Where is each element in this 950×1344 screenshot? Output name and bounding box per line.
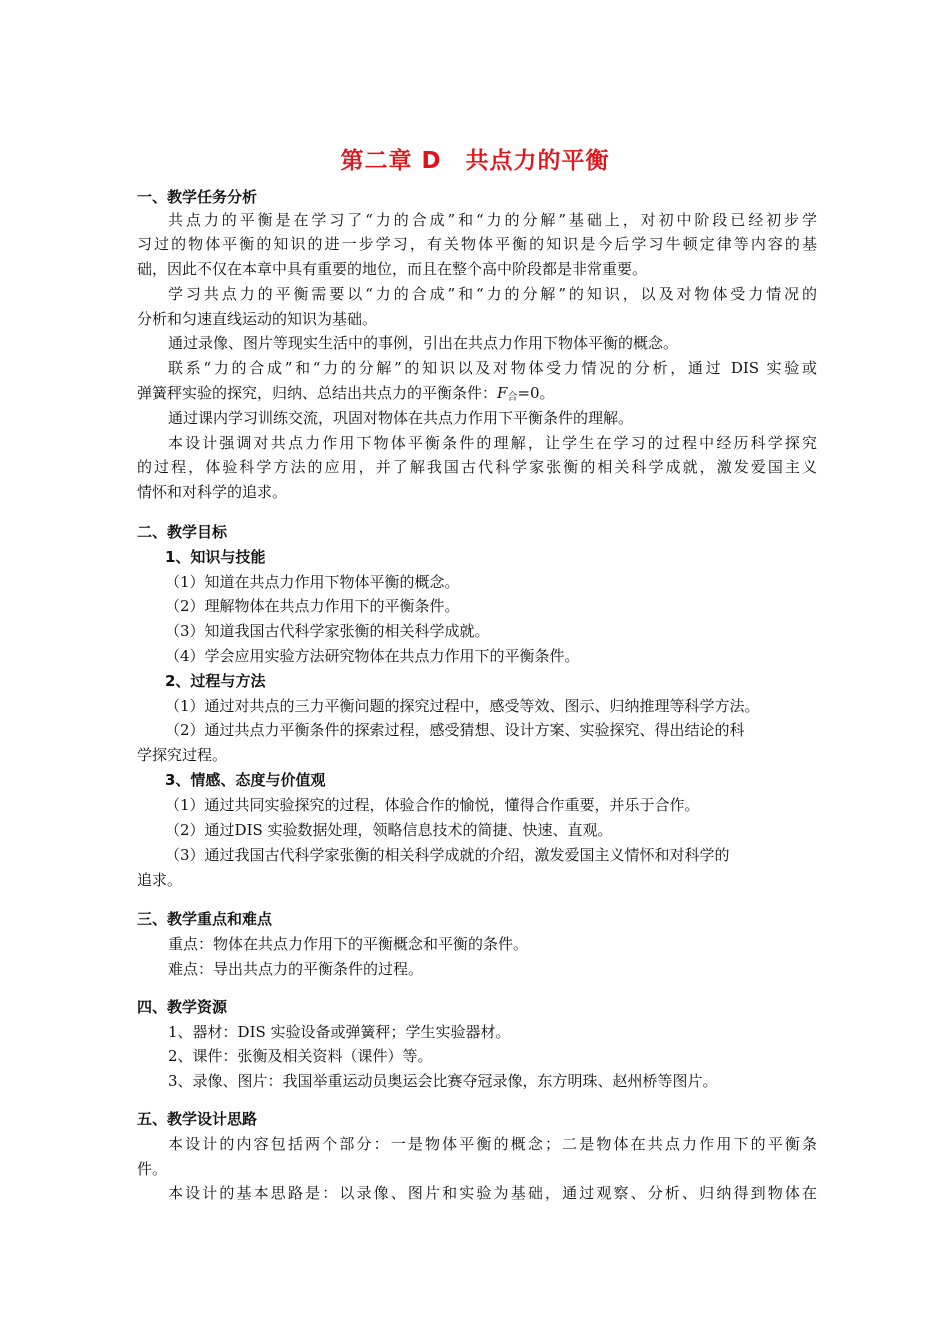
section-heading-1: 一、教学任务分析: [137, 188, 258, 206]
list-item: （1）通过共同实验探究的过程，体验合作的愉悦，懂得合作重要，并乐于合作。: [165, 796, 700, 814]
list-item: 难点：导出共点力的平衡条件的过程。: [168, 960, 424, 978]
list-item: 3、录像、图片：我国举重运动员奥运会比赛夺冠录像，东方明珠、赵州桥等图片。: [168, 1072, 718, 1090]
list-item: （1）通过对共点的三力平衡问题的探究过程中，感受等效、图示、归纳推理等科学方法。: [165, 697, 760, 715]
formula-lead-text: 弹簧秤实验的探究，归纳、总结出共点力的平衡条件：: [137, 384, 498, 402]
paragraph-line: 学习共点力的平衡需要以“力的合成”和“力的分解”的知识，以及对物体受力情况的: [168, 285, 817, 303]
subsection-heading: 1、知识与技能: [165, 548, 266, 566]
list-item: 学探究过程。: [137, 746, 228, 764]
section-heading-5: 五、教学设计思路: [137, 1110, 258, 1128]
subsection-heading: 2、过程与方法: [165, 672, 266, 690]
paragraph-line: 通过录像、图片等现实生活中的事例，引出在共点力作用下物体平衡的概念。: [168, 334, 679, 352]
list-item: （2）通过共点力平衡条件的探索过程，感受猜想、设计方案、实验探究、得出结论的科: [165, 721, 745, 739]
list-item: 1、器材：DIS 实验设备或弹簧秤；学生实验器材。: [168, 1023, 511, 1041]
paragraph-line: 情怀和对科学的追求。: [137, 483, 288, 501]
list-item: （3）通过我国古代科学家张衡的相关科学成就的介绍，激发爱国主义情怀和对科学的: [165, 846, 730, 864]
section-heading-4: 四、教学资源: [137, 998, 228, 1016]
list-item: 追求。: [137, 871, 183, 889]
paragraph-line: 本设计强调对共点力作用下物体平衡条件的理解，让学生在学习的过程中经历科学探究: [168, 434, 817, 452]
section-heading-3: 三、教学重点和难点: [137, 910, 273, 928]
paragraph-line: 础，因此不仅在本章中具有重要的地位，而且在整个高中阶段都是非常重要。: [137, 260, 648, 278]
force-symbol: F: [497, 384, 508, 402]
paragraph-line: 习过的物体平衡的知识的进一步学习，有关物体平衡的知识是今后学习牛顿定律等内容的基: [137, 235, 817, 253]
formula-equals: =0。: [517, 384, 555, 402]
paragraph-line: 本设计的内容包括两个部分：一是物体平衡的概念；二是物体在共点力作用下的平衡条: [168, 1135, 817, 1153]
subsection-heading: 3、情感、态度与价值观: [165, 771, 326, 789]
paragraph-line: 件。: [137, 1160, 168, 1178]
list-item: （2）理解物体在共点力作用下的平衡条件。: [165, 597, 460, 615]
paragraph-line: 通过课内学习训练交流，巩固对物体在共点力作用下平衡条件的理解。: [168, 409, 634, 427]
paragraph-line: 联系“力的合成”和“力的分解”的知识以及对物体受力情况的分析，通过 DIS 实验或: [168, 359, 817, 377]
list-item: （3）知道我国古代科学家张衡的相关科学成就。: [165, 622, 490, 640]
list-item: 重点：物体在共点力作用下的平衡概念和平衡的条件。: [168, 935, 529, 953]
paragraph-line: 的过程，体验科学方法的应用，并了解我国古代科学家张衡的相关科学成就，激发爱国主义: [137, 458, 817, 476]
force-subscript: 合: [507, 392, 518, 403]
paragraph-line: 本设计的基本思路是：以录像、图片和实验为基础，通过观察、分析、归纳得到物体在: [168, 1184, 817, 1202]
paragraph-line: 共点力的平衡是在学习了“力的合成”和“力的分解”基础上，对初中阶段已经初步学: [168, 211, 817, 229]
page-title: 第二章 D 共点力的平衡: [340, 148, 610, 174]
section-heading-2: 二、教学目标: [137, 523, 228, 541]
list-item: （1）知道在共点力作用下物体平衡的概念。: [165, 573, 460, 591]
list-item: （4）学会应用实验方法研究物体在共点力作用下的平衡条件。: [165, 647, 580, 665]
list-item: （2）通过DIS 实验数据处理，领略信息技术的简捷、快速、直观。: [165, 821, 613, 839]
list-item: 2、课件：张衡及相关资料（课件）等。: [168, 1047, 433, 1065]
paragraph-line: 分析和匀速直线运动的知识为基础。: [137, 310, 378, 328]
